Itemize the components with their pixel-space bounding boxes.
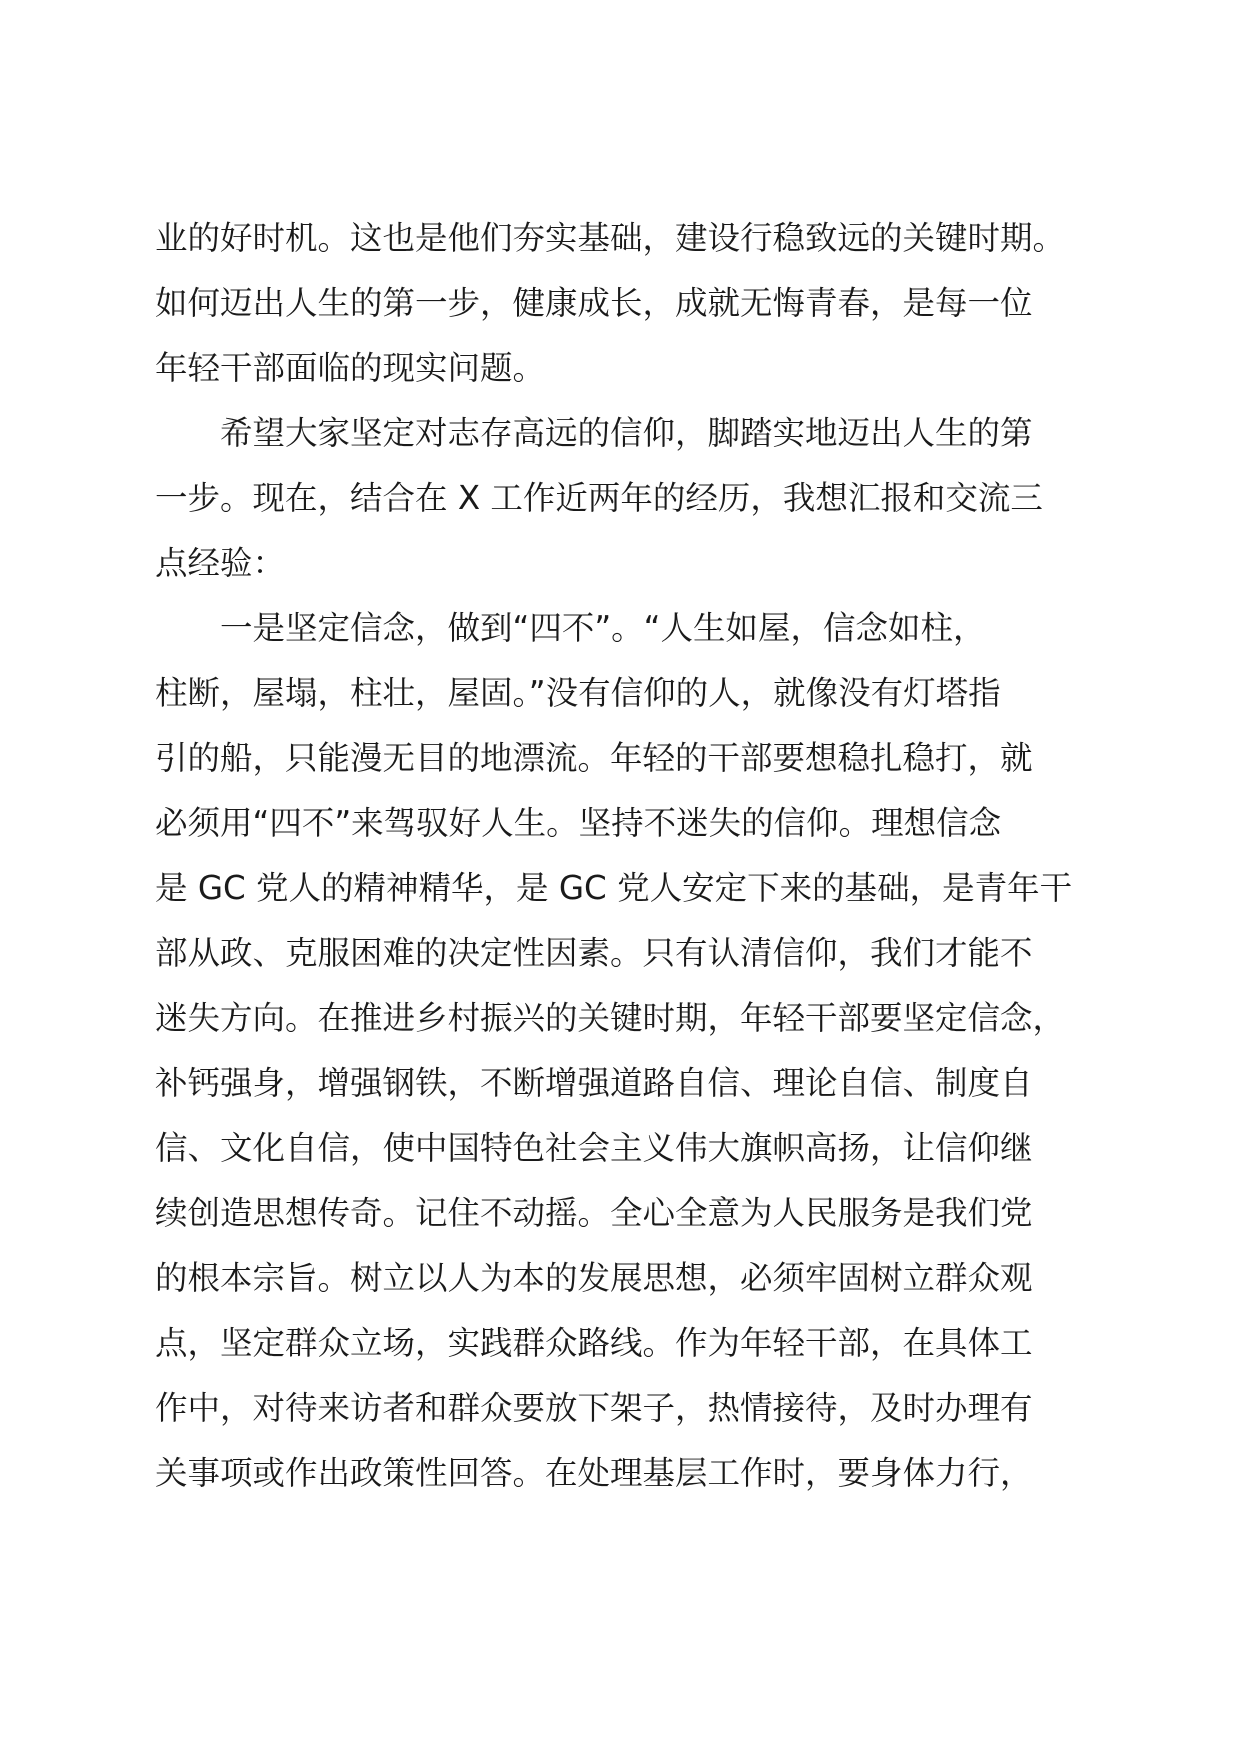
paragraph-start-line: 希望大家坚定对志存高远的信仰，脚踏实地迈出人生的第 <box>220 414 1033 452</box>
text-line: 必须用“四不”来驾驭好人生。坚持不迷失的信仰。理想信念 <box>155 804 1002 842</box>
text-line: 续创造思想传奇。记住不动摇。全心全意为人民服务是我们党 <box>155 1194 1033 1232</box>
text-line: 迷失方向。在推进乡村振兴的关键时期，年轻干部要坚定信念， <box>155 999 1066 1037</box>
text-line: 补钙强身，增强钢铁，不断增强道路自信、理论自信、制度自 <box>155 1064 1033 1102</box>
text-line: 作中，对待来访者和群众要放下架子，热情接待，及时办理有 <box>155 1389 1033 1427</box>
text-line: 一步。现在，结合在 X 工作近两年的经历，我想汇报和交流三 <box>155 479 1043 517</box>
text-line: 业的好时机。这也是他们夯实基础，建设行稳致远的关键时期。 <box>155 219 1066 257</box>
paragraph-start-line: 一是坚定信念，做到“四不”。“人生如屋，信念如柱， <box>220 609 986 647</box>
text-line: 关事项或作出政策性回答。在处理基层工作时，要身体力行， <box>155 1454 1033 1492</box>
text-line: 柱断，屋塌，柱壮，屋固。”没有信仰的人，就像没有灯塔指 <box>155 674 1001 712</box>
text-line: 引的船，只能漫无目的地漂流。年轻的干部要想稳扎稳打，就 <box>155 739 1033 777</box>
text-line: 信、文化自信，使中国特色社会主义伟大旗帜高扬，让信仰继 <box>155 1129 1033 1167</box>
text-line: 的根本宗旨。树立以人为本的发展思想，必须牢固树立群众观 <box>155 1259 1033 1297</box>
text-line: 部从政、克服困难的决定性因素。只有认清信仰，我们才能不 <box>155 934 1033 972</box>
text-line: 如何迈出人生的第一步，健康成长，成就无悔青春，是每一位 <box>155 284 1033 322</box>
text-line: 年轻干部面临的现实问题。 <box>155 349 546 387</box>
body-text <box>155 206 1135 1506</box>
text-line: 点经验： <box>155 544 286 582</box>
text-line: 点，坚定群众立场，实践群众路线。作为年轻干部，在具体工 <box>155 1324 1033 1362</box>
text-line: 是 GC 党人的精神精华，是 GC 党人安定下来的基础，是青年干 <box>155 869 1073 907</box>
